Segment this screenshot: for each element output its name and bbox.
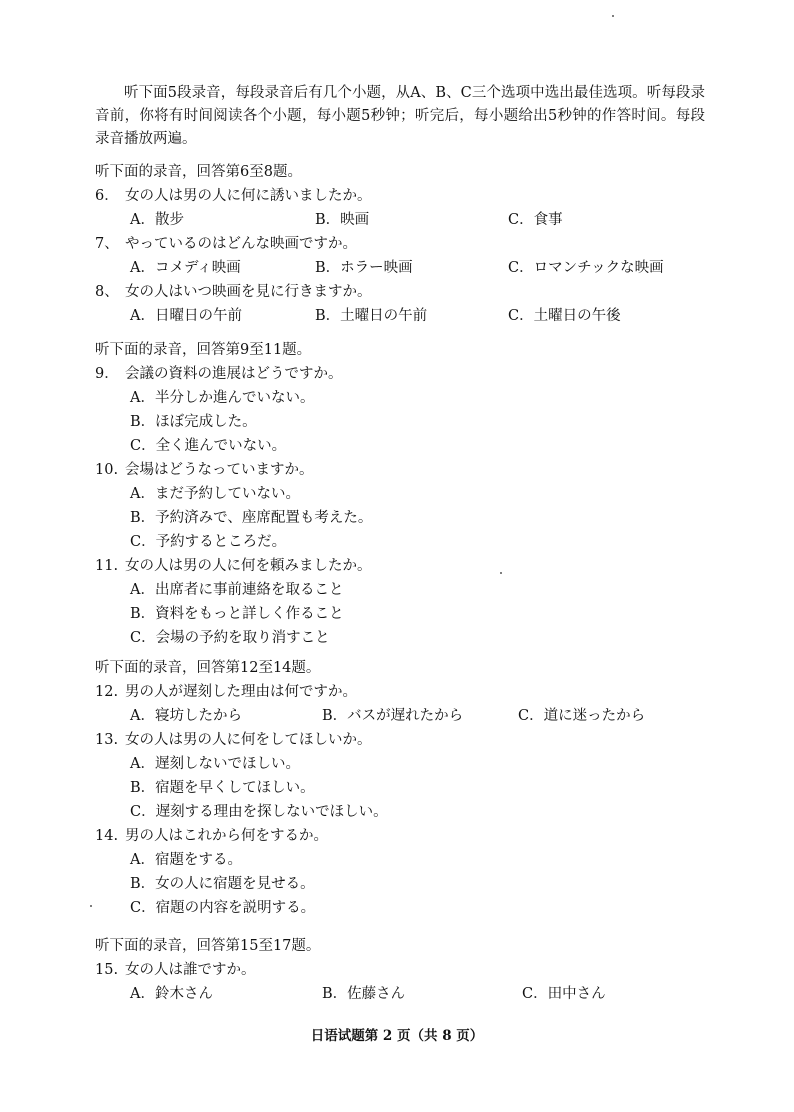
question-text: 女の人はいつ映画を見に行きますか。 [125,284,372,300]
listening-section-4 [95,934,715,1006]
listening-section-2 [95,338,715,650]
option-a: A．日曜日の午前 [130,308,242,324]
options-row [95,982,715,1006]
option-c: C．ロマンチックな映画 [508,260,664,276]
option-a: A．遅刻しないでほしい。 [130,756,300,772]
option-a: A．鈴木さん [130,986,213,1002]
option-c: C．遅刻する理由を探しないでほしい。 [130,804,388,820]
option-c: C．食事 [508,212,563,228]
question-number: 7、 [95,236,119,252]
question-text: やっているのはどんな映画ですか。 [125,236,357,252]
question-number: 10. [95,462,119,478]
option-a: A．宿題をする。 [130,852,242,868]
option-b: B．バスが遅れたから [322,708,464,724]
question-number: 13. [95,732,119,748]
question-text: 男の人はこれから何をするか。 [125,828,328,844]
question-number: 12. [95,684,119,700]
question-text: 女の人は男の人に何に誘いましたか。 [125,188,372,204]
option-b: B．資料をもっと詳しく作ること [130,606,344,622]
option-c: C．会場の予約を取り消すこと [130,630,330,646]
scan-speck [500,572,502,574]
option-a: A．散步 [130,212,184,228]
options-row [95,208,715,232]
option-b: B．土曜日の午前 [315,308,428,324]
option-c: C．土曜日の午後 [508,308,621,324]
question-number: 6． [95,188,119,204]
option-a: A．出席者に事前連絡を取ること [130,582,344,598]
question-number: 8、 [95,284,119,300]
page-footer: 日语试题第 2 页（共 8 页） [310,1028,484,1044]
section-instructions: 听下面5段录音，每段录音后有几个小题，从A、B、C三个选项中选出最佳选项。听每段录音前，你将有时间阅读各个小题，每小题5秒钟；听完后，每小题给出5秒钟的作答时间。每段录音播放两遍。 [95,85,705,147]
listening-section-1 [95,160,715,328]
question-text: 男の人が遅刻した理由は何ですか。 [125,684,357,700]
question-text: 会議の資料の進展はどうですか。 [125,366,343,382]
question-10 [95,458,715,482]
option-a: A．コメディ映画 [130,260,241,276]
option-b: B．女の人に宿題を見せる。 [130,876,315,892]
option-b: B．ホラー映画 [315,260,413,276]
question-number: 14. [95,828,119,844]
question-number: 15. [95,962,119,978]
option-b: B．宿題を早くしてほしい。 [130,780,315,796]
question-7 [95,232,715,256]
question-13 [95,728,715,752]
question-number: 9． [95,366,119,382]
option-b: B．映画 [315,212,370,228]
option-b: B．佐藤さん [322,986,406,1002]
question-11 [95,554,715,578]
question-12 [95,680,715,704]
option-a: A．まだ予約していない。 [130,486,300,502]
option-c: C．全く進んでいない。 [130,438,287,454]
option-a: A．寝坊したから [130,708,242,724]
question-9 [95,362,715,386]
section-heading: 听下面的录音，回答第12至14题。 [95,660,321,676]
listening-section-3 [95,656,715,920]
option-c: C．道に迷ったから [518,708,646,724]
option-b: B．予約済みで、座席配置も考えた。 [130,510,373,526]
option-b: B．ほぼ完成した。 [130,414,257,430]
options-row [95,704,715,728]
question-text: 女の人は男の人に何をしてほしいか。 [125,732,372,748]
scan-speck [612,15,614,17]
section-heading: 听下面的录音，回答第9至11题。 [95,342,312,358]
question-8 [95,280,715,304]
question-text: 女の人は男の人に何を頼みましたか。 [125,558,372,574]
question-number: 11. [95,558,119,574]
question-15 [95,958,715,982]
question-14 [95,824,715,848]
question-6 [95,184,715,208]
question-text: 女の人は誰ですか。 [125,962,256,978]
question-text: 会場はどうなっていますか。 [125,462,314,478]
scan-speck [90,905,92,907]
options-row [95,256,715,280]
section-heading: 听下面的录音，回答第6至8题。 [95,164,302,180]
option-c: C．宿題の内容を説明する。 [130,900,316,916]
option-c: C．予約するところだ。 [130,534,287,550]
section-heading: 听下面的录音，回答第15至17题。 [95,938,321,954]
option-c: C．田中さん [522,986,606,1002]
options-row [95,304,715,328]
option-a: A．半分しか進んでいない。 [130,390,315,406]
